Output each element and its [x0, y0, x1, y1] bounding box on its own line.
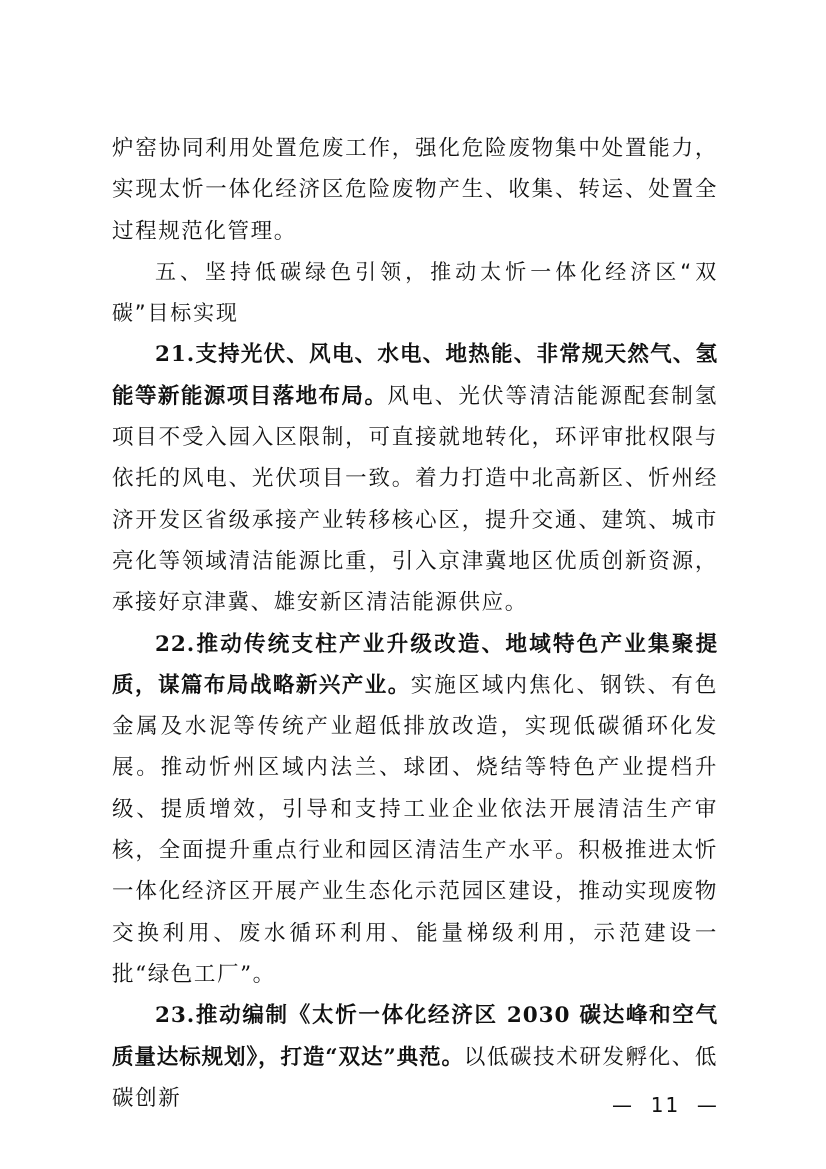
document-page: [112, 128, 718, 1119]
section-heading-text: 五、坚持低碳绿色引领，推动太忻一体化经济区“双碳”目标实现: [112, 259, 718, 326]
item-23-body: 以低碳技术研发孵化、低碳创新: [112, 1044, 718, 1111]
item-21-title: 21.支持光伏、风电、水电、地热能、非常规天然气、氢能等新能源项目落地布局。: [112, 342, 718, 409]
item-22-title: 22.推动传统支柱产业升级改造、地域特色产业集聚提质，谋篇布局战略新兴产业。: [112, 631, 718, 698]
paragraph-continuation: [112, 128, 718, 252]
item-22-body: 实施区域内焦化、钢铁、有色金属及水泥等传统产业超低排放改造，实现低碳循环化发展。推动忻州区域内法兰、球团、烧结等特色产业提档升级、提质增效，引导和支持工业企业依法开展清洁生产审核，全面提升重点行业和园区清洁生产水平。积极推进太忻一体化经济区开展产业生态化示范园区建设，推动实现废物交换利用、废水循环利用、能量梯级利用，示范建设一批“绿色工厂”。: [112, 672, 718, 987]
paragraph-text: 炉窑协同利用处置危废工作，强化危险废物集中处置能力，实现太忻一体化经济区危险废物产生、收集、转运、处置全过程规范化管理。: [112, 136, 718, 244]
item-23-title: 23.推动编制《太忻一体化经济区 2030 碳达峰和空气质量达标规划》，打造“双达”典范。: [112, 1003, 718, 1070]
item-21-body: 风电、光伏等清洁能源配套制氢项目不受入园入区限制，可直接就地转化，环评审批权限与依托的风电、光伏项目一致。着力打造中北高新区、忻州经济开发区省级承接产业转移核心区，提升交通、建筑、城市亮化等领域清洁能源比重，引入京津冀地区优质创新资源，承接好京津冀、雄安新区清洁能源供应。: [112, 383, 718, 616]
item-22: [112, 624, 718, 996]
item-21: [112, 334, 718, 623]
section-heading: [112, 252, 718, 335]
page-number: — 11 —: [612, 1093, 719, 1117]
